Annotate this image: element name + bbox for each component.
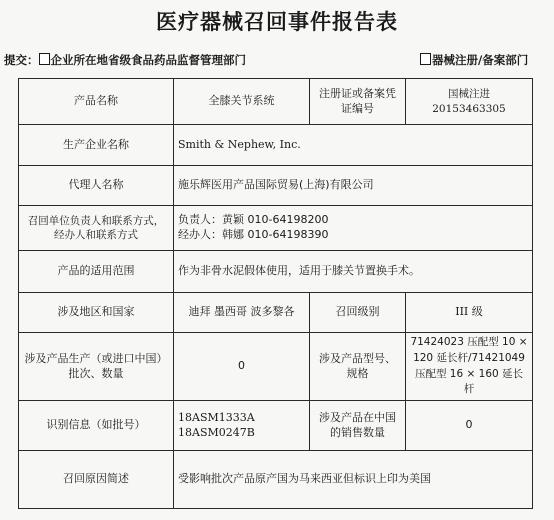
submit-option-registration (420, 52, 528, 68)
agent-value: 施乐辉医用产品国际贸易(上海)有限公司 (174, 166, 533, 206)
china-sales-label: 涉及产品在中国的销售数量 (310, 401, 406, 451)
contact-label: 召回单位负责人和联系方式，经办人和联系方式 (19, 206, 174, 251)
batch-value: 0 (174, 333, 310, 401)
batch-number-1: 18ASM1333A (178, 410, 255, 424)
recall-level-label: 召回级别 (310, 293, 406, 333)
table-row (19, 166, 533, 206)
recall-reason-label: 召回原因简述 (19, 451, 174, 509)
identification-label: 识别信息（如批号） (19, 401, 174, 451)
scope-value: 作为非骨水泥假体使用，适用于膝关节置换手术。 (174, 251, 533, 293)
manufacturer-label: 生产企业名称 (19, 125, 174, 166)
table-row (19, 79, 533, 125)
product-name-label: 产品名称 (19, 79, 174, 125)
table-row (19, 333, 533, 401)
contact-responsible: 负责人：黄颖 010-64198200 (178, 213, 329, 227)
submit-option-provincial-label: 企业所在地省级食品药品监督管理部门 (50, 53, 246, 67)
checkbox-provincial[interactable] (39, 53, 50, 65)
manufacturer-value: Smith & Nephew, Inc. (174, 125, 533, 166)
batch-label: 涉及产品生产（或进口中国）批次、数量 (19, 333, 174, 401)
table-row (19, 206, 533, 251)
registration-cert-value: 国械注进 20153463305 (406, 79, 533, 125)
checkbox-registration[interactable] (420, 53, 431, 65)
submit-option-provincial (4, 52, 246, 68)
china-sales-value: 0 (406, 401, 533, 451)
submit-label: 提交： (4, 53, 39, 67)
recall-level-value: III 级 (406, 293, 533, 333)
contact-handler: 经办人：韩娜 010-64198390 (178, 228, 329, 241)
agent-label: 代理人名称 (19, 166, 174, 206)
registration-cert-label: 注册证或备案凭证编号 (310, 79, 406, 125)
table-row (19, 293, 533, 333)
submit-option-registration-label: 器械注册/备案部门 (432, 53, 529, 67)
table-row (19, 401, 533, 451)
contact-values (174, 206, 533, 251)
table-row (19, 251, 533, 293)
form-title: 医疗器械召回事件报告表 (156, 10, 398, 34)
identification-values (174, 401, 310, 451)
model-label: 涉及产品型号、规格 (310, 333, 406, 401)
batch-number-2: 18ASM0247B (178, 425, 255, 439)
recall-report-table (18, 78, 533, 509)
regions-value: 迪拜 墨西哥 波多黎各 (174, 293, 310, 333)
table-row (19, 451, 533, 509)
table-row (19, 125, 533, 166)
regions-label: 涉及地区和国家 (19, 293, 174, 333)
scope-label: 产品的适用范围 (19, 251, 174, 293)
recall-reason-value: 受影响批次产品原产国为马来西亚但标识上印为美国 (174, 451, 533, 509)
product-name-value: 全膝关节系统 (174, 79, 310, 125)
model-value: 71424023 压配型 10 × 120 延长杆/71421049 压配型 16 × 160 延长杆 (406, 333, 533, 401)
